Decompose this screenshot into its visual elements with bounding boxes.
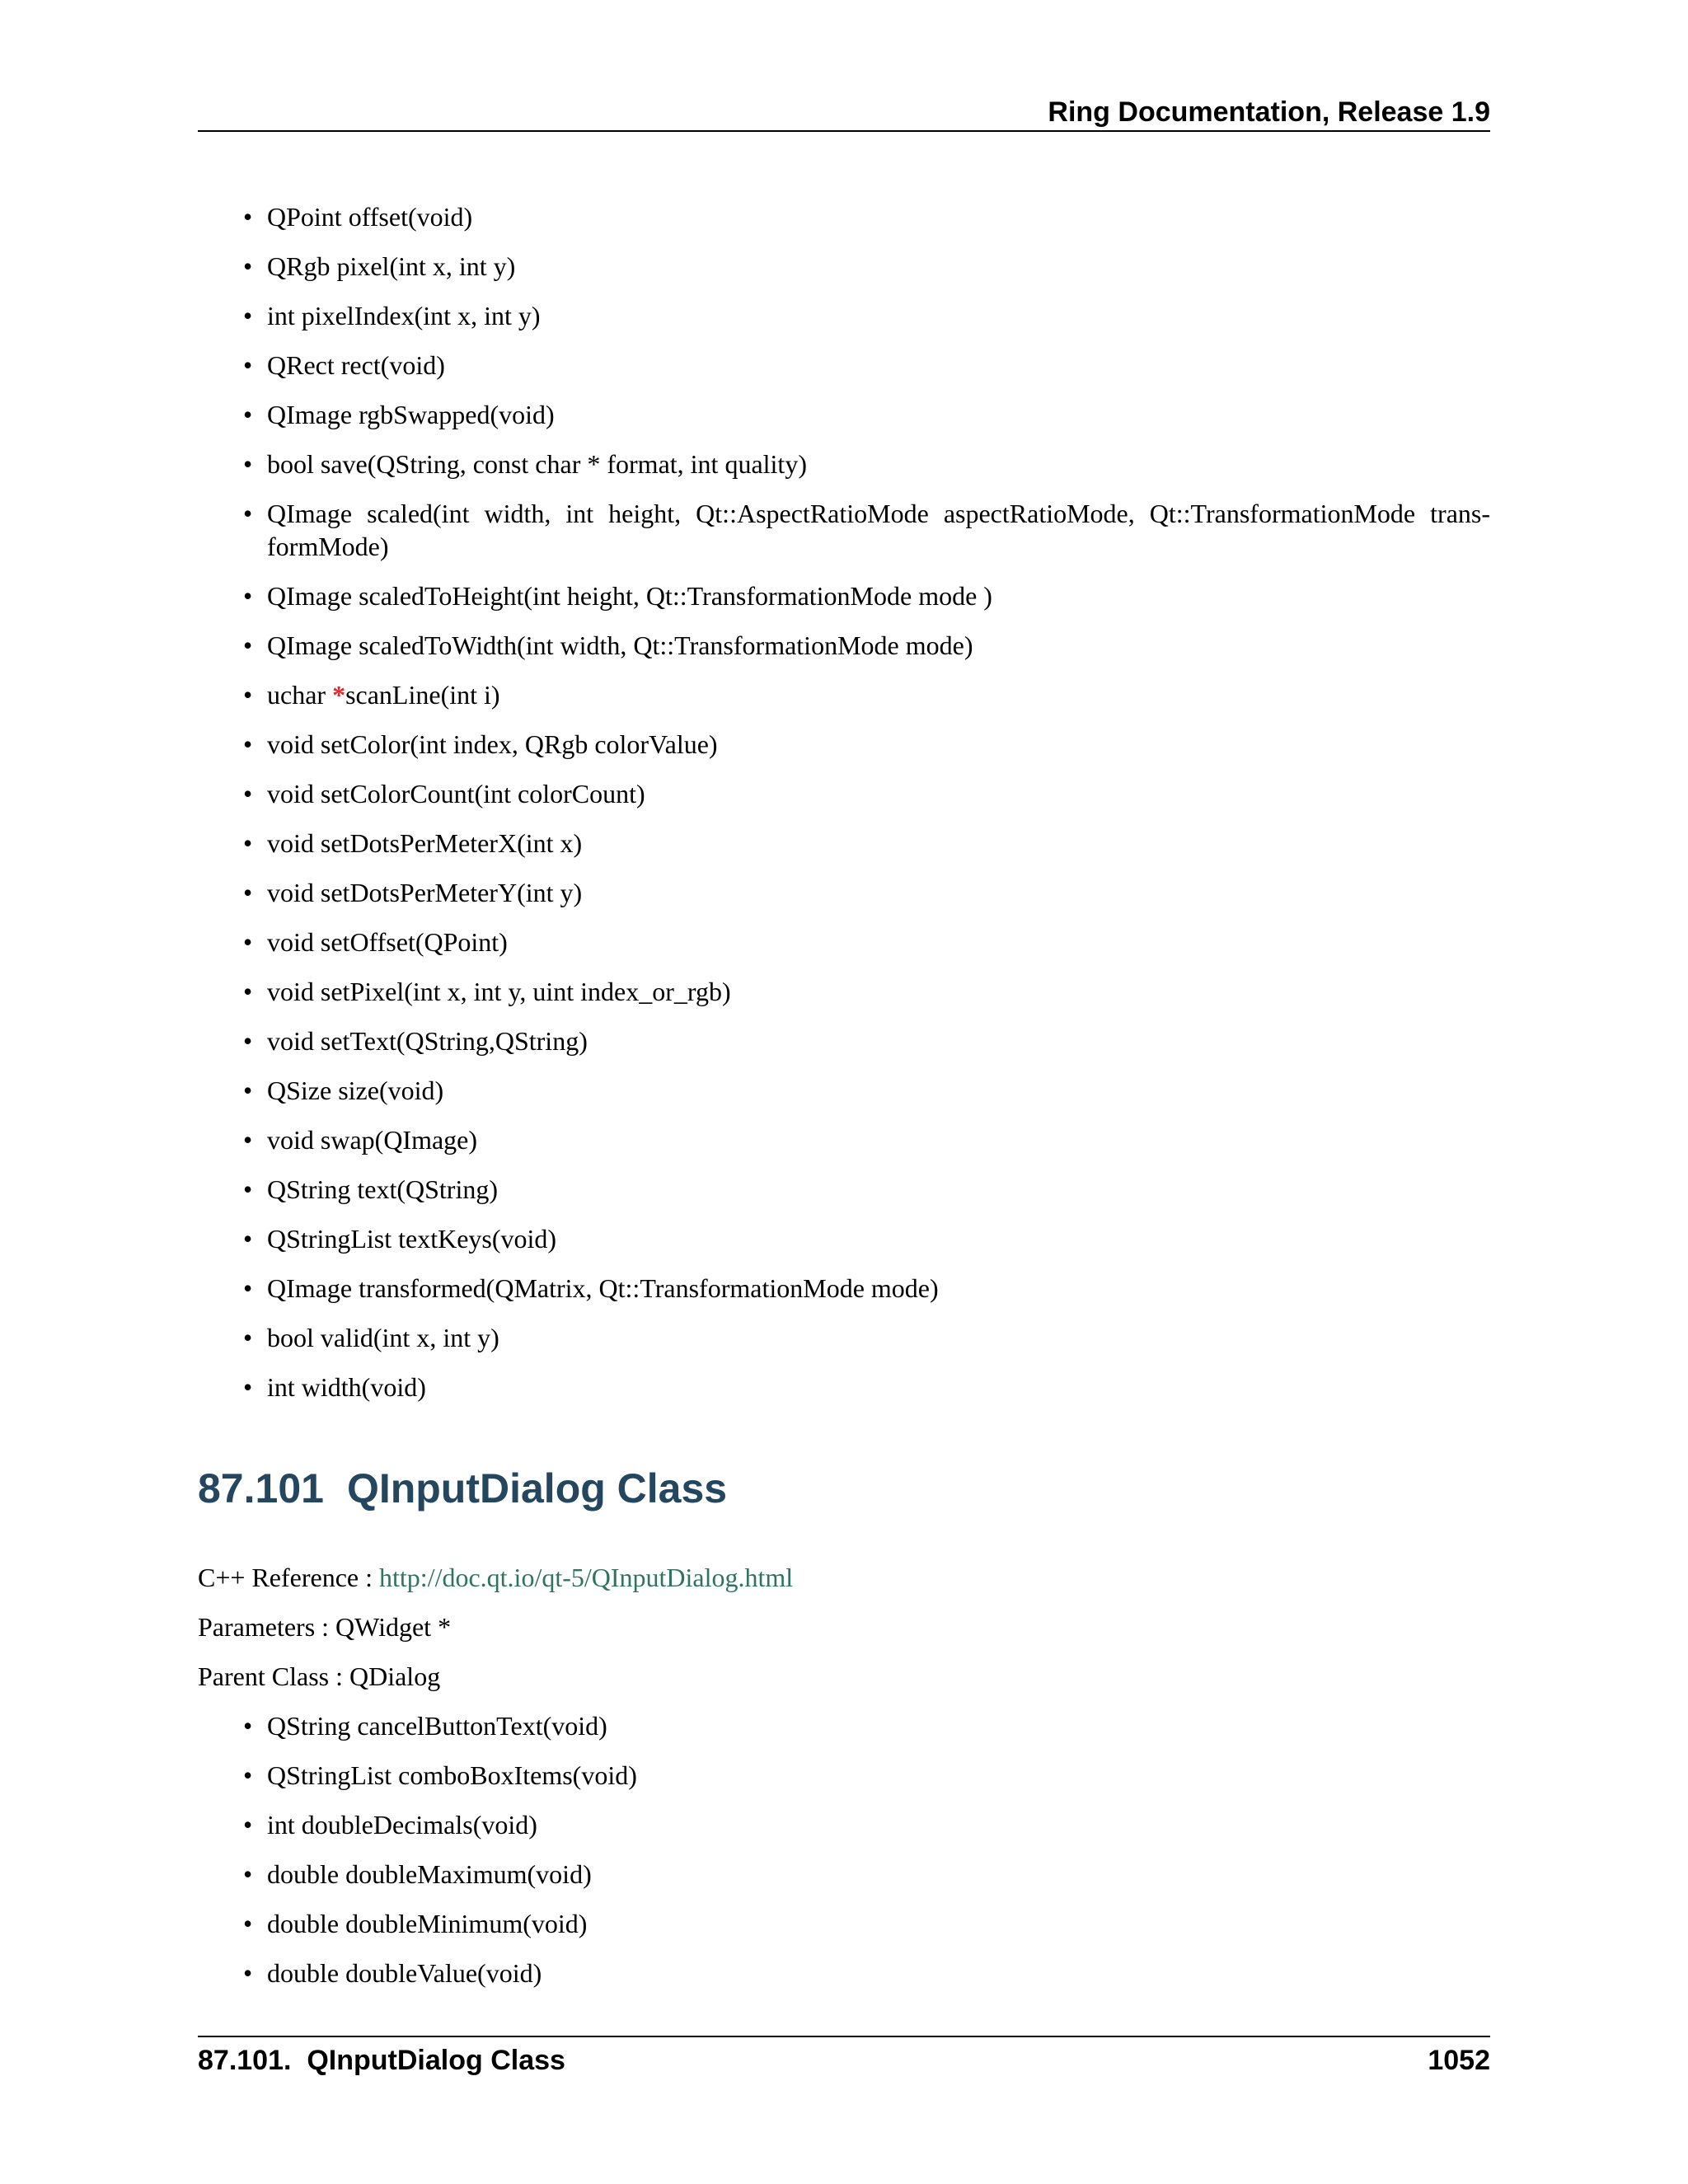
list-item: • QImage scaledToHeight(int height, Qt::TransformationMode mode ): [198, 579, 1490, 629]
parent-class-line: Parent Class : QDialog: [198, 1661, 441, 1691]
list-item: • QString text(QString): [198, 1173, 1490, 1222]
list-item: • void setDotsPerMeterY(int y): [198, 876, 1490, 926]
scanline-signature: scanLine(int i): [345, 680, 500, 710]
list-item: • void setText(QString,QString): [198, 1024, 1490, 1074]
list-item: • QPoint offset(void): [198, 200, 1490, 250]
qinputdialog-method-list: [198, 1709, 1490, 2006]
list-item: • bool save(QString, const char * format, int quality): [198, 448, 1490, 497]
list-item: • QRgb pixel(int x, int y): [198, 250, 1490, 299]
cpp-reference: [198, 1561, 793, 1594]
page-number: 1052: [1428, 2045, 1490, 2076]
list-item: • QString cancelButtonText(void): [198, 1709, 1490, 1759]
list-item: • QStringList textKeys(void): [198, 1222, 1490, 1272]
list-item: • int pixelIndex(int x, int y): [198, 299, 1490, 349]
cpp-reference-label: C++ Reference :: [198, 1563, 379, 1592]
list-item: • double doubleValue(void): [198, 1957, 1490, 2006]
list-item: • QImage scaledToWidth(int width, Qt::TransformationMode mode): [198, 629, 1490, 678]
list-item: [198, 678, 1490, 728]
scanline-return-type: uchar: [267, 680, 333, 710]
list-item: • double doubleMinimum(void): [198, 1907, 1490, 1957]
list-item: • void setPixel(int x, int y, uint index_or_rgb): [198, 975, 1490, 1024]
list-item: • QRect rect(void): [198, 349, 1490, 398]
list-item: • QImage scaled(int width, int height, Qt::AspectRatioMode aspectRatioMode, Qt::TransformationMode trans-formMode): [198, 497, 1490, 579]
section-number: 87.101: [198, 1465, 324, 1511]
asterisk-mark: *: [332, 680, 346, 710]
list-item: • bool valid(int x, int y): [198, 1321, 1490, 1371]
list-item: • void swap(QImage): [198, 1123, 1490, 1173]
list-item: • void setOffset(QPoint): [198, 926, 1490, 975]
list-item: • void setColor(int index, QRgb colorValue): [198, 728, 1490, 777]
list-item: • int width(void): [198, 1371, 1490, 1420]
running-header: Ring Documentation, Release 1.9: [1048, 96, 1490, 128]
parameters-line: Parameters : QWidget *: [198, 1612, 452, 1642]
list-item: • QImage transformed(QMatrix, Qt::TransformationMode mode): [198, 1272, 1490, 1321]
list-item: • int doubleDecimals(void): [198, 1808, 1490, 1858]
header-rule: [198, 130, 1490, 132]
list-item: • QImage rgbSwapped(void): [198, 398, 1490, 448]
cpp-reference-link[interactable]: http://doc.qt.io/qt-5/QInputDialog.html: [379, 1563, 794, 1592]
list-item: • QSize size(void): [198, 1074, 1490, 1123]
list-item: • void setDotsPerMeterX(int x): [198, 827, 1490, 876]
qimage-method-list: [198, 200, 1490, 1420]
list-item: • double doubleMaximum(void): [198, 1858, 1490, 1907]
footer-section-label: 87.101. QInputDialog Class: [198, 2045, 565, 2076]
section-title: QInputDialog Class: [346, 1465, 728, 1511]
list-item: • void setColorCount(int colorCount): [198, 777, 1490, 827]
section-heading: [198, 1464, 727, 1513]
footer-rule: [198, 2036, 1490, 2037]
list-item: • QStringList comboBoxItems(void): [198, 1759, 1490, 1808]
